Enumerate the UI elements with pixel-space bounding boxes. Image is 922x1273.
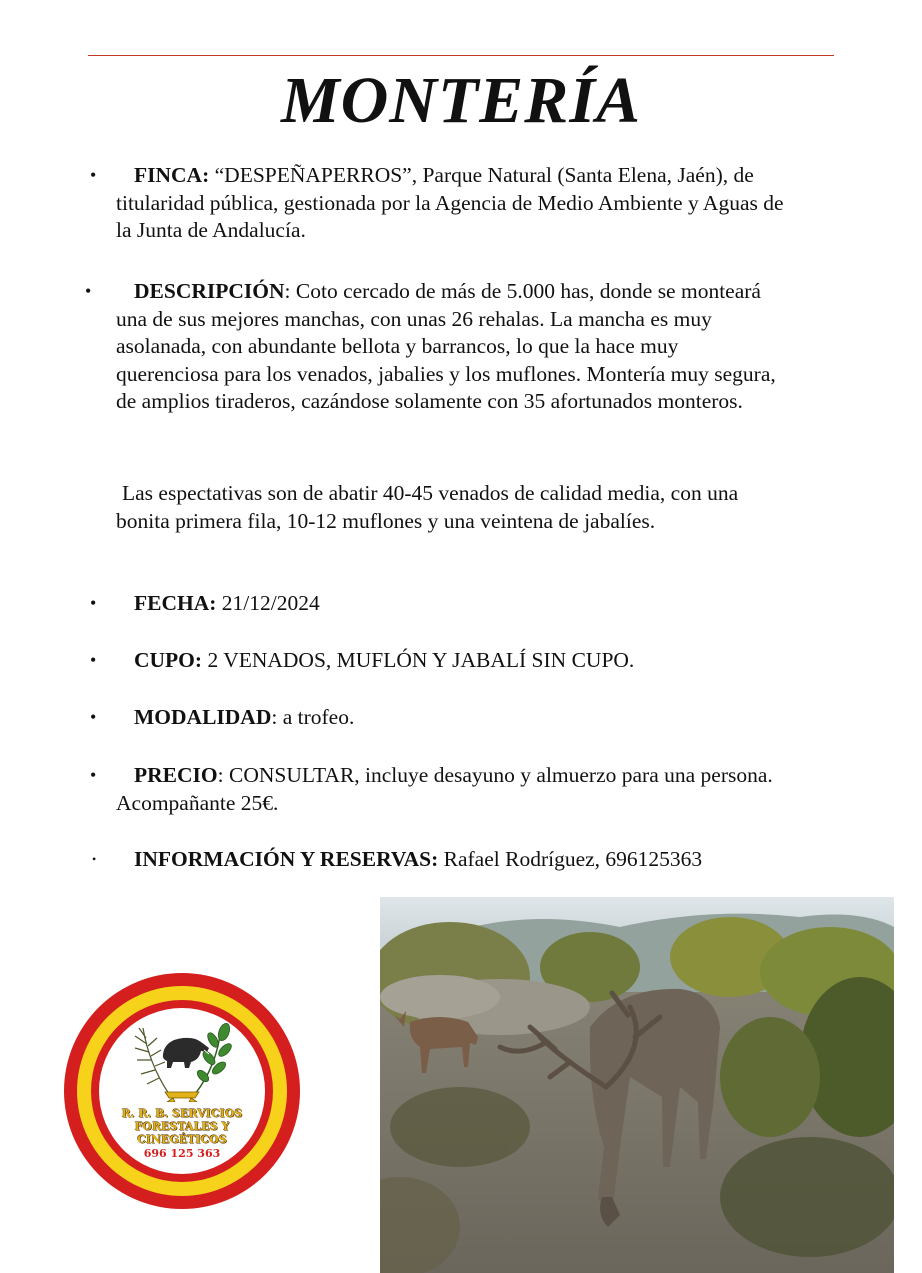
deer-photo — [380, 897, 894, 1273]
descripcion-text: : Coto cercado de más de 5.000 has, donde se monteará una de sus mejores manchas, con unas 26 rehalas. La mancha es muy asolanada, con abundante bellota y barrancos, lo que la hace muy querenciosa para los venados, jabalies y los muflones. Montería muy segura, de amplios tiraderos, cazándose solamente con 35 afortunados monteros. — [116, 279, 776, 413]
logo-line-1: R. R. B. SERVICIOS — [121, 1107, 243, 1120]
precio-value: : CONSULTAR, incluye desayuno y almuerzo para una persona. Acompañante 25€. — [116, 763, 773, 815]
page-title: MONTERÍA — [280, 64, 642, 137]
precio-item — [116, 762, 796, 817]
fecha-value: 21/12/2024 — [216, 591, 320, 615]
bullet: • — [90, 165, 97, 185]
expectativas-text: Las espectativas son de abatir 40-45 venados de calidad media, con una bonita primera fila, 10-12 muflones y una veintena de jabalíes. — [116, 481, 739, 533]
cupo-value: 2 VENADOS, MUFLÓN Y JABALÍ SIN CUPO. — [202, 648, 635, 672]
precio-label: PRECIO — [134, 763, 218, 787]
logo-emblem — [129, 1014, 235, 1102]
fecha-item — [116, 590, 796, 618]
informacion-item — [116, 846, 816, 874]
logo-phone: 696 125 363 — [143, 1147, 221, 1160]
finca-label: FINCA: — [134, 163, 210, 187]
modalidad-label: MODALIDAD — [134, 705, 272, 729]
boar-icon — [163, 1038, 209, 1068]
descripcion-label: DESCRIPCIÓN — [134, 279, 285, 303]
modalidad-value: : a trofeo. — [271, 705, 355, 729]
informacion-label: INFORMACIÓN Y RESERVAS: — [134, 847, 439, 871]
deer-photo-illustration — [380, 897, 894, 1273]
finca-item — [116, 162, 796, 245]
bullet: • — [90, 707, 97, 727]
fecha-label: FECHA: — [134, 591, 217, 615]
informacion-value: Rafael Rodríguez, 696125363 — [438, 847, 703, 871]
bullet: • — [92, 852, 97, 866]
logo-center — [99, 1008, 265, 1174]
cupo-label: CUPO: — [134, 648, 203, 672]
oak-branch-icon — [195, 1022, 233, 1094]
bullet: • — [90, 650, 97, 670]
expectativas-paragraph — [116, 480, 766, 535]
logo-line-2: FORESTALES Y — [134, 1120, 230, 1133]
bullet: • — [90, 593, 97, 613]
bullet: • — [85, 281, 92, 301]
bullet: • — [90, 765, 97, 785]
pine-branch-icon — [135, 1028, 169, 1094]
ribbon-icon — [165, 1092, 199, 1102]
company-logo — [64, 973, 300, 1209]
logo-line-3: CINEGÉTICOS — [137, 1133, 227, 1146]
modalidad-item — [116, 704, 796, 732]
finca-text: “DESPEÑAPERROS”, Parque Natural (Santa Elena, Jaén), de titularidad pública, gestionada por la Agencia de Medio Ambiente y Aguas de la Junta de Andalucía. — [116, 163, 784, 242]
cupo-item — [116, 647, 796, 675]
top-divider — [88, 55, 834, 56]
descripcion-item — [116, 278, 776, 416]
